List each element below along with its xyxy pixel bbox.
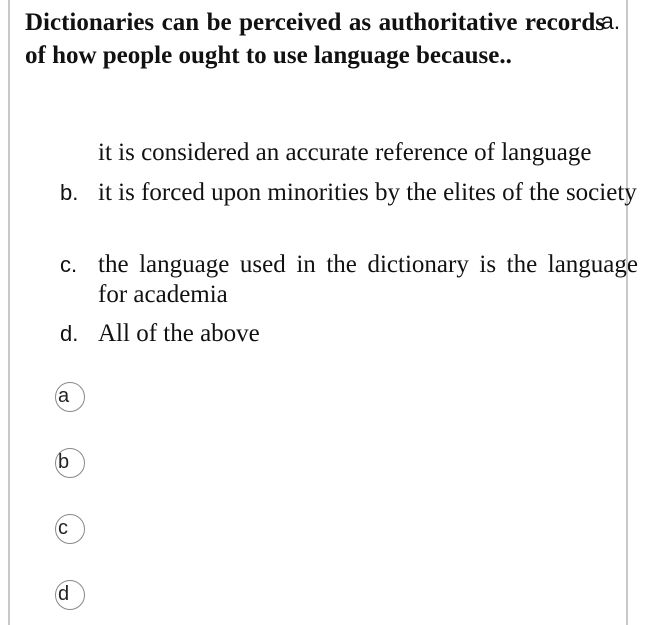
- radio-b-label: b: [58, 451, 70, 473]
- frame-left-border: [8, 0, 10, 625]
- radio-a-label: a: [58, 385, 70, 407]
- option-c-text: the language used in the dictionary is the language for academia: [98, 251, 638, 308]
- question-text: Dictionaries can be perceived as authoritative records of how people ought to use language because..: [25, 9, 605, 69]
- radio-a[interactable]: [55, 382, 85, 412]
- option-b-letter: b.: [60, 180, 79, 205]
- option-d-letter: d.: [60, 321, 79, 346]
- frame-right-border: [626, 0, 628, 625]
- radio-c[interactable]: [55, 514, 85, 544]
- option-c-letter: c.: [60, 252, 78, 277]
- option-a-text: it is considered an accurate reference of language: [98, 139, 592, 166]
- radio-d[interactable]: [55, 580, 85, 610]
- radio-d-label: d: [58, 583, 70, 605]
- radio-b[interactable]: [55, 448, 85, 478]
- option-d-text: All of the above: [98, 320, 260, 347]
- option-b-text: it is forced upon minorities by the elites of the society: [98, 179, 637, 206]
- option-a-marker: a.: [601, 8, 621, 34]
- radio-c-label: c: [58, 517, 68, 539]
